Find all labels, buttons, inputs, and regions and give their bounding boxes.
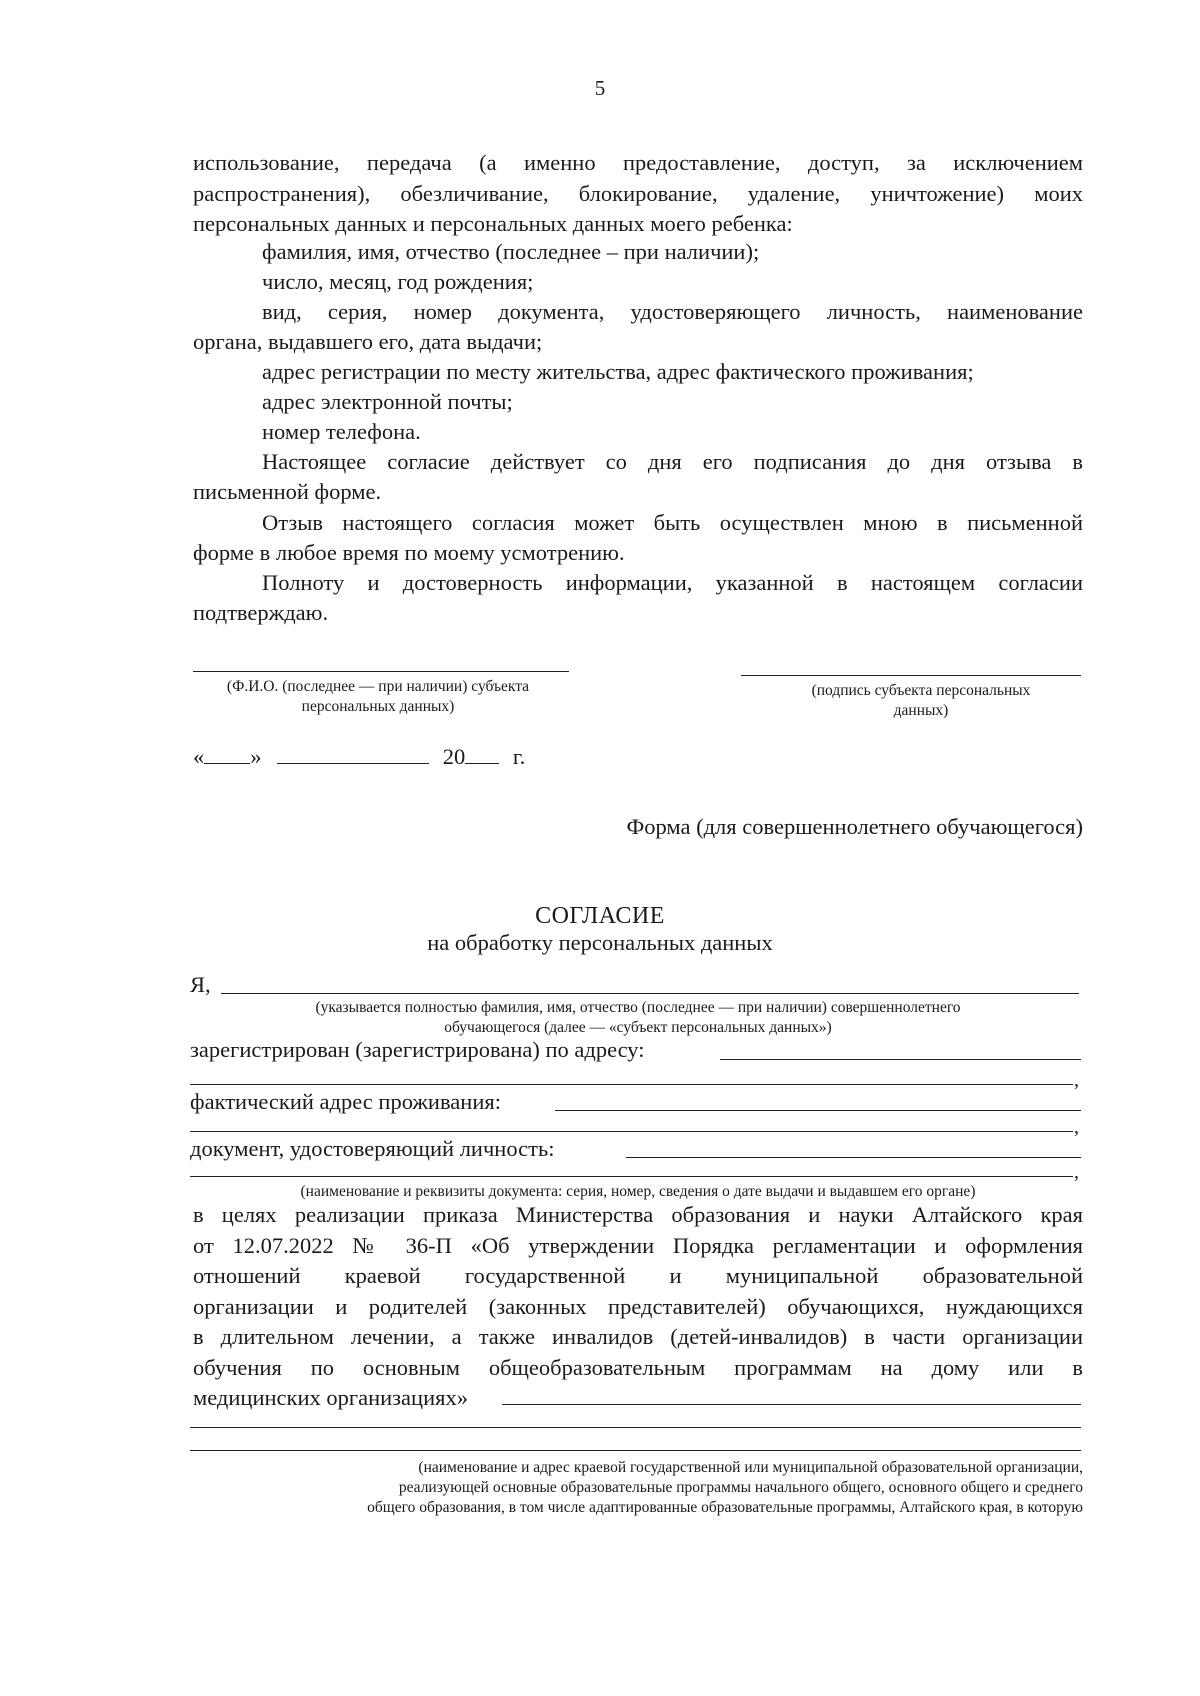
- open-quote: «: [193, 744, 205, 769]
- intro-line: использование, передача (а именно предоставление, доступ, за исключением: [193, 150, 1083, 175]
- data-item: число, месяц, год рождения;: [262, 269, 534, 294]
- document-label: документ, удостоверяющий личность:: [190, 1136, 555, 1161]
- revocation-line: Отзыв настоящего согласия может быть осуществлен мною в письменной: [262, 510, 1083, 535]
- actual-address-line: [555, 1110, 1081, 1111]
- document-caption: (наименование и реквизиты документа: серия, номер, сведения о дате выдачи и выдавшем его органе): [300, 1183, 976, 1200]
- organization-caption-line: реализующей основные образовательные программы начального общего, основного общего и среднего: [398, 1479, 1083, 1496]
- purpose-line: организации и родителей (законных представителей) обучающихся, нуждающихся: [193, 1293, 1083, 1319]
- signature-caption-line: (подпись субъекта персональных: [811, 682, 1031, 699]
- ya-label: Я,: [190, 972, 211, 997]
- organization-caption: [188, 1458, 1083, 1518]
- data-item: адрес электронной почты;: [262, 389, 513, 414]
- intro-line: персональных данных и персональных данных моего ребенка:: [193, 211, 793, 236]
- comma: ,: [1074, 1116, 1079, 1138]
- fio-caption-line: персональных данных): [301, 698, 455, 715]
- fio-signature-line: [193, 671, 569, 672]
- purpose-line: от 12.07.2022 № 36-П «Об утверждении Порядка регламентации и оформления: [193, 1232, 1083, 1258]
- registered-label: зарегистрирован (зарегистрирована) по адресу:: [190, 1037, 645, 1062]
- page-number: 5: [594, 76, 606, 100]
- intro-line: распространения), обезличивание, блокирование, удаление, уничтожение) моих: [193, 180, 1083, 206]
- form-label: Форма (для совершеннолетнего обучающегося): [626, 814, 1083, 839]
- actual-address-line-2: [190, 1131, 1073, 1132]
- consent-subtitle: на обработку персональных данных: [427, 930, 773, 955]
- actual-address-label: фактический адрес проживания:: [190, 1089, 501, 1114]
- purpose-line: в длительном лечении, а также инвалидов (детей-инвалидов) в части организации: [193, 1324, 1083, 1349]
- signature-caption-line: данных): [893, 702, 949, 719]
- intro-paragraph: [193, 148, 1083, 240]
- month-blank: [277, 741, 429, 764]
- validity-line: Настоящее согласие действует со дня его подписания до дня отзыва в: [262, 449, 1083, 474]
- purpose-line: отношений краевой государственной и муниципальной образовательной: [193, 1263, 1083, 1288]
- fio-caption: [178, 677, 578, 717]
- validity-line: письменной форме.: [193, 479, 382, 504]
- close-quote: »: [250, 744, 262, 769]
- organization-caption-line: общего образования, в том числе адаптированные образовательные программы, Алтайского края, в которую: [367, 1499, 1083, 1516]
- organization-caption-line: (наименование и адрес краевой государственной или муниципальной образовательной организации,: [418, 1459, 1083, 1476]
- registered-address-line-2: [190, 1084, 1073, 1085]
- data-item: номер телефона.: [262, 419, 421, 444]
- document-line: [626, 1157, 1081, 1158]
- registered-address-line: [720, 1059, 1081, 1060]
- full-name-caption: [193, 998, 1083, 1038]
- comma: ,: [1074, 1161, 1079, 1183]
- organization-line-2: [190, 1427, 1081, 1428]
- full-name-caption-line: (указывается полностью фамилия, имя, отчество (последнее — при наличии) совершеннолетнего: [315, 999, 961, 1016]
- full-name-line: [221, 993, 1079, 994]
- consent-title: СОГЛАСИЕ: [535, 903, 665, 929]
- purpose-line: медицинских организациях»: [193, 1385, 468, 1410]
- comma: ,: [1074, 1069, 1079, 1091]
- organization-line: [502, 1404, 1081, 1405]
- confirmation-line: подтверждаю.: [193, 600, 329, 625]
- data-item: фамилия, имя, отчество (последнее – при наличии);: [262, 239, 760, 264]
- purpose-paragraph: [193, 1200, 1083, 1414]
- purpose-line: в целях реализации приказа Министерства образования и науки Алтайского края: [193, 1202, 1083, 1227]
- confirmation-line: Полноту и достоверность информации, указанной в настоящем согласии: [262, 570, 1083, 595]
- fio-caption-line: (Ф.И.О. (последнее — при наличии) субъекта: [226, 678, 530, 695]
- year-prefix: 20: [442, 744, 466, 769]
- full-name-caption-line: обучающегося (далее — «субъект персональных данных»): [444, 1019, 832, 1036]
- revocation-line: форме в любое время по моему усмотрению.: [193, 540, 625, 565]
- signature-caption: [771, 681, 1071, 721]
- purpose-line: обучения по основным общеобразовательным программам на дому или в: [193, 1354, 1083, 1380]
- data-item-continued: органа, выдавшего его, дата выдачи;: [193, 329, 543, 354]
- document-line-2: [190, 1176, 1073, 1177]
- signature-line: [741, 675, 1081, 676]
- date-line: [193, 741, 525, 772]
- data-item: адрес регистрации по месту жительства, адрес фактического проживания;: [262, 359, 974, 384]
- organization-line-3: [190, 1450, 1081, 1451]
- year-suffix: г.: [512, 744, 526, 769]
- day-blank: [204, 741, 250, 764]
- data-item: вид, серия, номер документа, удостоверяющего личность, наименование: [262, 299, 1083, 324]
- year-blank: [465, 741, 499, 764]
